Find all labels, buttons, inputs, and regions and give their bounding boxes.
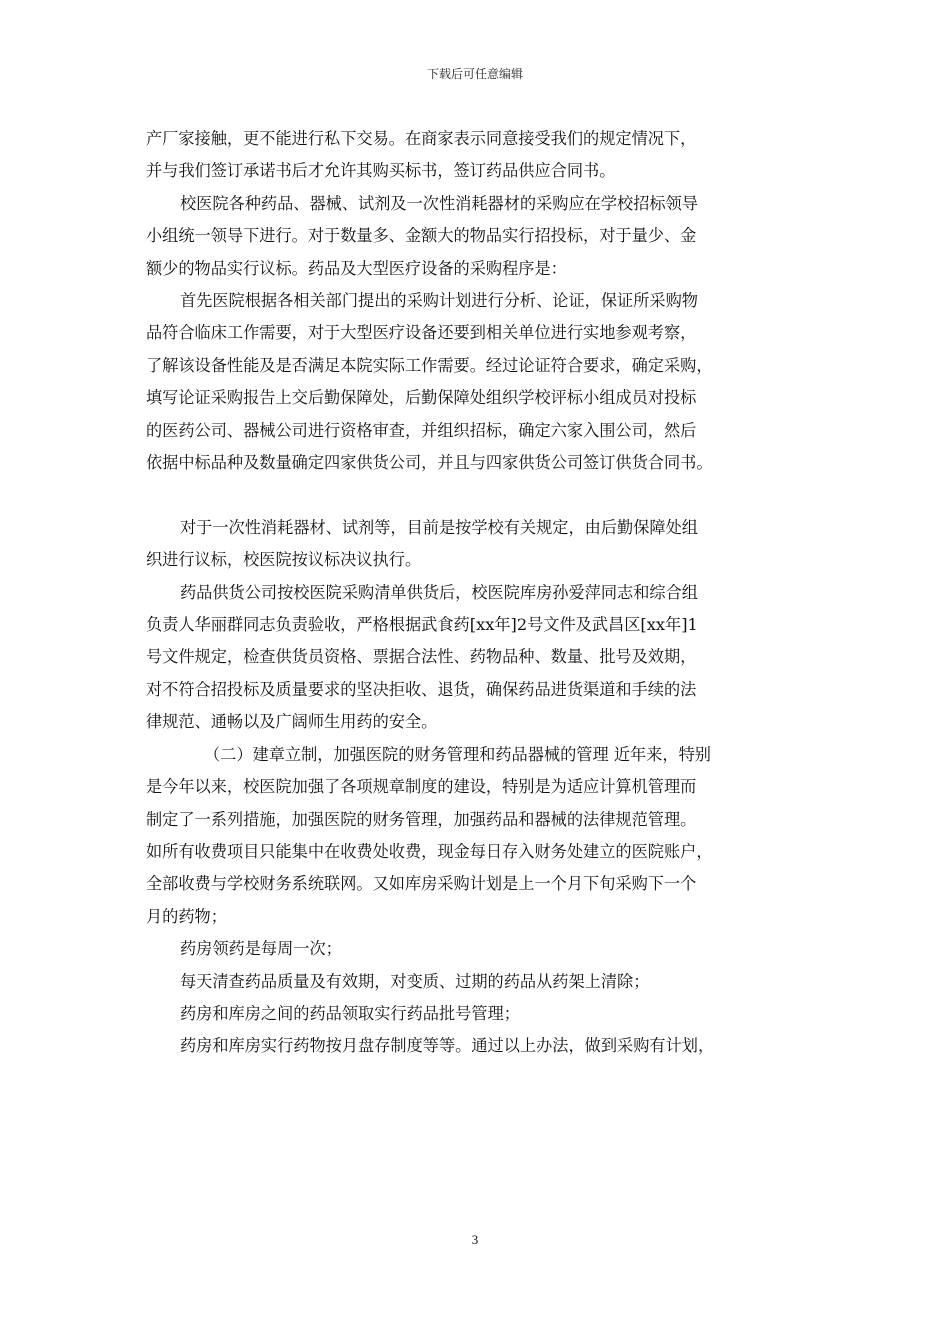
text-line: 对不符合招投标及质量要求的坚决拒收、退货，确保药品进货渠道和手续的法 <box>146 679 697 699</box>
text-line: 并与我们签订承诺书后才允许其购买标书，签订药品供应合同书。 <box>146 161 616 181</box>
page-number: 3 <box>471 1232 479 1247</box>
text-line: 药房和库房之间的药品领取实行药品批号管理； <box>180 1003 520 1023</box>
text-line: 对于一次性消耗器材、试剂等，目前是按学校有关规定，由后勤保障处组 <box>180 517 698 537</box>
text-line: 额少的物品实行议标。药品及大型医疗设备的采购程序是： <box>146 258 567 278</box>
text-line: 依据中标品种及数量确定四家供货公司，并且与四家供货公司签订供货合同书。 <box>146 453 713 473</box>
text-line: 的医药公司、器械公司进行资格审查，并组织招标，确定六家入围公司，然后 <box>146 420 697 440</box>
text-line: 号文件规定，检查供货员资格、票据合法性、药物品种、数量、批号及效期， <box>146 647 697 667</box>
text-line: 填写论证采购报告上交后勤保障处，后勤保障处组织学校评标小组成员对投标 <box>146 388 697 408</box>
text-line: 药房和库房实行药物按月盘存制度等等。通过以上办法，做到采购有计划， <box>180 1036 715 1056</box>
document-body <box>146 123 822 1063</box>
text-line: 负责人华丽群同志负责验收，严格根据武食药[xx年]2号文件及武昌区[xx年]1 <box>146 615 698 635</box>
text-line: （二）建章立制，加强医院的财务管理和药品器械的管理 近年来，特别 <box>204 744 711 764</box>
text-line: 制定了一系列措施，加强医院的财务管理，加强药品和器械的法律规范管理。 <box>146 809 697 829</box>
text-line: 小组统一领导下进行。对于数量多、金额大的物品实行招投标，对于量少、金 <box>146 226 697 246</box>
text-line: 了解该设备性能及是否满足本院实际工作需要。经过论证符合要求，确定采购， <box>146 355 713 375</box>
text-line: 如所有收费项目只能集中在收费处收费，现金每日存入财务处建立的医院账户， <box>146 841 713 861</box>
text-line: 全部收费与学校财务系统联网。又如库房采购计划是上一个月下旬采购下一个 <box>146 874 697 894</box>
blank-line <box>146 479 822 511</box>
text-line: 校医院各种药品、器械、试剂及一次性消耗器材的采购应在学校招标领导 <box>180 193 698 213</box>
text-line: 药房领药是每周一次； <box>180 939 342 959</box>
page-header: 下载后可任意编辑 <box>426 67 523 81</box>
text-line: 药品供货公司按校医院采购清单供货后，校医院库房孙爱萍同志和综合组 <box>180 582 698 602</box>
text-line: 月的药物； <box>146 906 227 926</box>
text-line: 织进行议标，校医院按议标决议执行。 <box>146 550 422 570</box>
text-line: 每天清查药品质量及有效期，对变质、过期的药品从药架上清除； <box>180 971 650 991</box>
text-line: 品符合临床工作需要，对于大型医疗设备还要到相关单位进行实地参观考察， <box>146 323 697 343</box>
text-line: 首先医院根据各相关部门提出的采购计划进行分析、论证，保证所采购物 <box>180 291 698 311</box>
text-line: 产厂家接触，更不能进行私下交易。在商家表示同意接受我们的规定情况下， <box>146 129 697 148</box>
text-line: 律规范、通畅以及广阔师生用药的安全。 <box>146 712 438 732</box>
text-line: 是今年以来，校医院加强了各项规章制度的建设，特别是为适应计算机管理而 <box>146 777 697 797</box>
